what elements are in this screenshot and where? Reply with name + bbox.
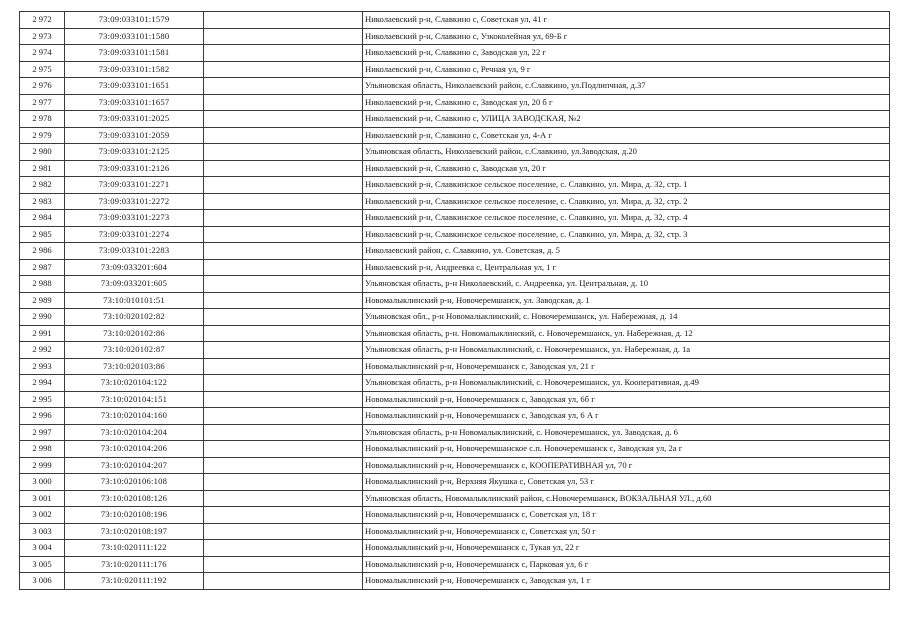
empty-cell: [204, 276, 363, 293]
address-cell: Николаевский р-н, Славкинское сельское поселение, с. Славкино, ул. Мира, д. 32, стр. 1: [363, 177, 890, 194]
empty-cell: [204, 127, 363, 144]
address-cell: Ульяновская область, Николаевский район, с.Славкино, ул.Заводская, д.20: [363, 144, 890, 161]
table-row: [20, 61, 890, 78]
row-number-cell: 2 996: [20, 408, 65, 425]
empty-cell: [204, 342, 363, 359]
table-row: [20, 12, 890, 29]
table-row: [20, 391, 890, 408]
address-cell: Николаевский р-н, Славкинское сельское поселение, с. Славкино, ул. Мира, д. 32, стр. 2: [363, 193, 890, 210]
table-row: [20, 226, 890, 243]
address-cell: Новомалыклинский р-н, Верхняя Якушка с, Советская ул, 53 г: [363, 474, 890, 491]
row-number-cell: 2 981: [20, 160, 65, 177]
row-number-cell: 2 976: [20, 78, 65, 95]
cadastral-number-cell: 73:10:020102:87: [65, 342, 204, 359]
row-number-cell: 2 991: [20, 325, 65, 342]
table-row: [20, 243, 890, 260]
address-cell: Новомалыклинский р-н, Новочеремшанск с, Заводская ул, 6б г: [363, 391, 890, 408]
address-cell: Николаевский р-н, Славкино с, Заводская ул, 20 г: [363, 160, 890, 177]
table-row: [20, 474, 890, 491]
address-cell: Новомалыклинский р-н, Новочеремшанск с, Советская ул, 18 г: [363, 507, 890, 524]
empty-cell: [204, 226, 363, 243]
cadastral-number-cell: 73:10:020108:196: [65, 507, 204, 524]
address-cell: Николаевский р-н, Славкино с, Заводская ул, 20 б г: [363, 94, 890, 111]
row-number-cell: 2 997: [20, 424, 65, 441]
table-row: [20, 540, 890, 557]
cadastral-number-cell: 73:10:020104:122: [65, 375, 204, 392]
cadastral-number-cell: 73:09:033101:2025: [65, 111, 204, 128]
empty-cell: [204, 61, 363, 78]
cadastral-number-cell: 73:09:033101:2059: [65, 127, 204, 144]
row-number-cell: 2 978: [20, 111, 65, 128]
cadastral-number-cell: 73:10:020108:197: [65, 523, 204, 540]
table-row: [20, 325, 890, 342]
table-row: [20, 556, 890, 573]
empty-cell: [204, 292, 363, 309]
empty-cell: [204, 210, 363, 227]
row-number-cell: 2 990: [20, 309, 65, 326]
cadastral-number-cell: 73:09:033101:2272: [65, 193, 204, 210]
cadastral-number-cell: 73:09:033101:1581: [65, 45, 204, 62]
empty-cell: [204, 424, 363, 441]
address-cell: Ульяновская область, Новомалыклинский район, с.Новочеремшанск, ВОКЗАЛЬНАЯ УЛ., д.60: [363, 490, 890, 507]
address-cell: Новомалыклинский р-н, Новочеремшанск, ул. Заводская, д. 1: [363, 292, 890, 309]
address-cell: Николаевский р-н, Славкино с, Заводская ул, 22 г: [363, 45, 890, 62]
cadastral-number-cell: 73:10:020104:151: [65, 391, 204, 408]
cadastral-number-cell: 73:09:033101:2125: [65, 144, 204, 161]
address-cell: Николаевский р-н, Славкино с, Речная ул, 9 г: [363, 61, 890, 78]
table-row: [20, 78, 890, 95]
cadastral-number-cell: 73:10:020103:86: [65, 358, 204, 375]
address-cell: Новомалыклинский р-н, Новочеремшанск с, Заводская ул, 1 г: [363, 573, 890, 590]
cadastral-number-cell: 73:10:020111:192: [65, 573, 204, 590]
cadastral-number-cell: 73:10:020111:176: [65, 556, 204, 573]
cadastral-number-cell: 73:09:033101:2126: [65, 160, 204, 177]
empty-cell: [204, 507, 363, 524]
row-number-cell: 2 986: [20, 243, 65, 260]
cadastral-number-cell: 73:09:033101:1651: [65, 78, 204, 95]
row-number-cell: 2 989: [20, 292, 65, 309]
address-cell: Новомалыклинский р-н, Новочеремшанск с, Тукая ул, 22 г: [363, 540, 890, 557]
cadastral-number-cell: 73:10:020102:82: [65, 309, 204, 326]
row-number-cell: 2 983: [20, 193, 65, 210]
table-row: [20, 507, 890, 524]
empty-cell: [204, 325, 363, 342]
address-cell: Николаевский р-н, Славкино с, Узкоколейная ул, 69-Б г: [363, 28, 890, 45]
empty-cell: [204, 12, 363, 29]
table-row: [20, 127, 890, 144]
row-number-cell: 2 985: [20, 226, 65, 243]
table-row: [20, 276, 890, 293]
address-cell: Новомалыклинский р-н, Новочеремшанск с, Парковая ул, 6 г: [363, 556, 890, 573]
address-cell: Новомалыклинский р-н, Новочеремшанск с, Советская ул, 50 г: [363, 523, 890, 540]
row-number-cell: 3 000: [20, 474, 65, 491]
row-number-cell: 2 998: [20, 441, 65, 458]
row-number-cell: 2 977: [20, 94, 65, 111]
empty-cell: [204, 474, 363, 491]
row-number-cell: 3 004: [20, 540, 65, 557]
empty-cell: [204, 28, 363, 45]
cadastral-number-cell: 73:10:020102:86: [65, 325, 204, 342]
cadastral-number-cell: 73:09:033201:604: [65, 259, 204, 276]
table-row: [20, 160, 890, 177]
row-number-cell: 3 001: [20, 490, 65, 507]
table-row: [20, 259, 890, 276]
property-table-body: [20, 12, 890, 590]
cadastral-number-cell: 73:09:033101:2273: [65, 210, 204, 227]
address-cell: Ульяновская область, р-н Новомалыклинский, с. Новочеремшанск, ул. Заводская, д. 6: [363, 424, 890, 441]
table-row: [20, 424, 890, 441]
cadastral-number-cell: 73:09:033101:2283: [65, 243, 204, 260]
table-row: [20, 45, 890, 62]
empty-cell: [204, 243, 363, 260]
table-row: [20, 210, 890, 227]
empty-cell: [204, 540, 363, 557]
empty-cell: [204, 309, 363, 326]
address-cell: Новомалыклинский р-н, Новочеремшанск с, КООПЕРАТИВНАЯ ул, 70 г: [363, 457, 890, 474]
table-row: [20, 457, 890, 474]
table-row: [20, 375, 890, 392]
table-row: [20, 408, 890, 425]
row-number-cell: 2 994: [20, 375, 65, 392]
empty-cell: [204, 408, 363, 425]
table-row: [20, 490, 890, 507]
empty-cell: [204, 441, 363, 458]
empty-cell: [204, 94, 363, 111]
row-number-cell: 2 993: [20, 358, 65, 375]
address-cell: Николаевский район, с. Славкино, ул. Советская, д. 5: [363, 243, 890, 260]
row-number-cell: 2 982: [20, 177, 65, 194]
address-cell: Новомалыклинский р-н, Новочеремшанск с, Заводская ул, 6 А г: [363, 408, 890, 425]
row-number-cell: 3 002: [20, 507, 65, 524]
address-cell: Ульяновская область, р-н. Новомалыклинский, с. Новочеремшанск, ул. Набережная, д. 12: [363, 325, 890, 342]
empty-cell: [204, 45, 363, 62]
address-cell: Николаевский р-н, Андреевка с, Центральная ул, 1 г: [363, 259, 890, 276]
row-number-cell: 2 988: [20, 276, 65, 293]
cadastral-number-cell: 73:09:033101:1657: [65, 94, 204, 111]
empty-cell: [204, 160, 363, 177]
empty-cell: [204, 259, 363, 276]
cadastral-number-cell: 73:10:020104:160: [65, 408, 204, 425]
property-table: [19, 11, 890, 590]
row-number-cell: 2 980: [20, 144, 65, 161]
empty-cell: [204, 490, 363, 507]
row-number-cell: 2 987: [20, 259, 65, 276]
cadastral-number-cell: 73:09:033101:1579: [65, 12, 204, 29]
row-number-cell: 2 984: [20, 210, 65, 227]
row-number-cell: 2 995: [20, 391, 65, 408]
row-number-cell: 2 974: [20, 45, 65, 62]
cadastral-number-cell: 73:10:020104:204: [65, 424, 204, 441]
empty-cell: [204, 573, 363, 590]
empty-cell: [204, 457, 363, 474]
empty-cell: [204, 556, 363, 573]
row-number-cell: 2 972: [20, 12, 65, 29]
row-number-cell: 3 005: [20, 556, 65, 573]
empty-cell: [204, 111, 363, 128]
empty-cell: [204, 375, 363, 392]
cadastral-number-cell: 73:10:020108:126: [65, 490, 204, 507]
row-number-cell: 2 999: [20, 457, 65, 474]
cadastral-number-cell: 73:10:020111:122: [65, 540, 204, 557]
empty-cell: [204, 523, 363, 540]
cadastral-number-cell: 73:10:020106:108: [65, 474, 204, 491]
table-row: [20, 441, 890, 458]
table-row: [20, 358, 890, 375]
table-row: [20, 573, 890, 590]
address-cell: Ульяновская область, р-н Новомалыклинский, с. Новочеремшанск, ул. Кооперативная, д.49: [363, 375, 890, 392]
cadastral-number-cell: 73:09:033101:2271: [65, 177, 204, 194]
row-number-cell: 2 973: [20, 28, 65, 45]
cadastral-number-cell: 73:09:033201:605: [65, 276, 204, 293]
address-cell: Ульяновская область, р-н Новомалыклинский, с. Новочеремшанск, ул. Набережная, д. 1а: [363, 342, 890, 359]
table-row: [20, 177, 890, 194]
row-number-cell: 2 979: [20, 127, 65, 144]
address-cell: Николаевский р-н, Славкинское сельское поселение, с. Славкино, ул. Мира, д. 32, стр. 4: [363, 210, 890, 227]
address-cell: Николаевский р-н, Славкинское сельское поселение, с. Славкино, ул. Мира, д. 32, стр. 3: [363, 226, 890, 243]
table-row: [20, 292, 890, 309]
row-number-cell: 2 992: [20, 342, 65, 359]
address-cell: Николаевский р-н, Славкино с, УЛИЦА ЗАВОДСКАЯ, №2: [363, 111, 890, 128]
address-cell: Новомалыклинский р-н, Новочеремшанск с, Заводская ул, 21 г: [363, 358, 890, 375]
table-row: [20, 111, 890, 128]
address-cell: Николаевский р-н, Славкино с, Советская ул, 4-А г: [363, 127, 890, 144]
address-cell: Ульяновская обл., р-н Новомалыклинский, с. Новочеремшанск, ул. Набережная, д. 14: [363, 309, 890, 326]
cadastral-number-cell: 73:10:020104:206: [65, 441, 204, 458]
empty-cell: [204, 358, 363, 375]
empty-cell: [204, 391, 363, 408]
address-cell: Ульяновская область, Николаевский район, с.Славкино, ул.Подлипчная, д.37: [363, 78, 890, 95]
address-cell: Новомалыклинский р-н, Новочеремшанское с.п. Новочеремшанск с, Заводская ул, 2а г: [363, 441, 890, 458]
empty-cell: [204, 193, 363, 210]
cadastral-number-cell: 73:10:010101:51: [65, 292, 204, 309]
table-row: [20, 28, 890, 45]
table-row: [20, 523, 890, 540]
table-row: [20, 309, 890, 326]
empty-cell: [204, 144, 363, 161]
empty-cell: [204, 177, 363, 194]
table-row: [20, 342, 890, 359]
table-row: [20, 144, 890, 161]
cadastral-number-cell: 73:09:033101:2274: [65, 226, 204, 243]
cadastral-number-cell: 73:10:020104:207: [65, 457, 204, 474]
address-cell: Ульяновская область, р-н Николаевский, с. Андреевка, ул. Центральная, д. 10: [363, 276, 890, 293]
table-row: [20, 193, 890, 210]
address-cell: Николаевский р-н, Славкино с, Советская ул, 41 г: [363, 12, 890, 29]
cadastral-number-cell: 73:09:033101:1582: [65, 61, 204, 78]
row-number-cell: 3 006: [20, 573, 65, 590]
table-row: [20, 94, 890, 111]
row-number-cell: 2 975: [20, 61, 65, 78]
row-number-cell: 3 003: [20, 523, 65, 540]
cadastral-number-cell: 73:09:033101:1580: [65, 28, 204, 45]
empty-cell: [204, 78, 363, 95]
